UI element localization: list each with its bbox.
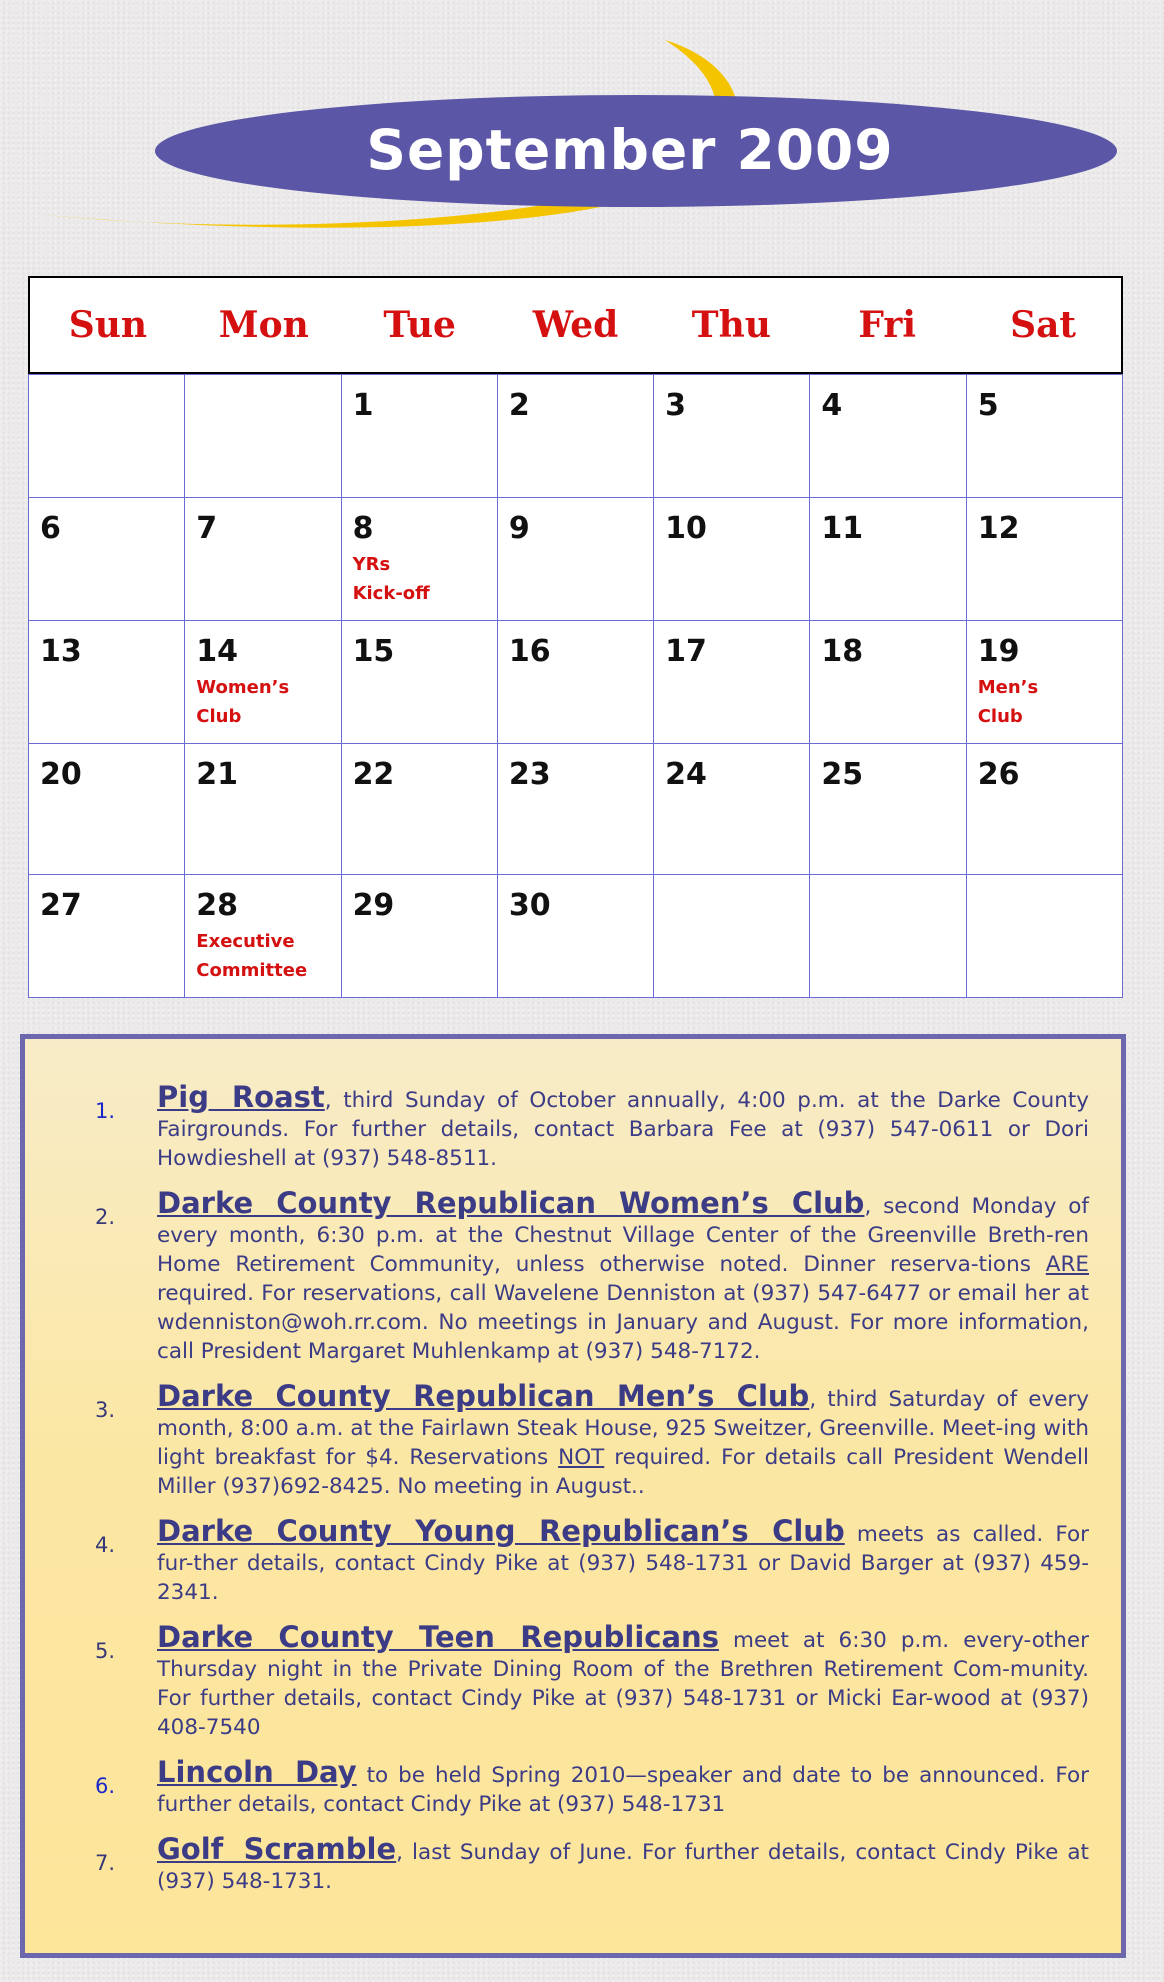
weekday-tue: Tue (383, 304, 456, 346)
day-number: 4 (821, 388, 843, 423)
day-number: 13 (40, 634, 82, 669)
day-cell (654, 875, 810, 998)
weekday-mon: Mon (218, 304, 309, 346)
day-number: 27 (40, 888, 82, 923)
event-description (157, 1620, 1089, 1742)
event-item (73, 1832, 1089, 1896)
day-number: 29 (352, 888, 395, 923)
day-cell (654, 375, 810, 498)
day-cell (810, 875, 966, 998)
day-number: 2 (508, 388, 530, 423)
weekday-sun: Sun (68, 304, 148, 346)
event-text-continued: required. For reservations, call Wavelene Denniston at (937) 547-6477 or email her at wdenniston@woh.rr.com. No meetings in January and August. For more information, call President Margaret Muhlenkamp at (937) 548-7172. (157, 1281, 1089, 1364)
day-number: 23 (508, 757, 551, 792)
day-number: 15 (352, 634, 395, 669)
weekday-thu: Thu (691, 304, 771, 346)
day-cell (185, 621, 341, 744)
day-cell (29, 875, 185, 998)
event-text: , third Saturday of every month, 8:00 a.m. at the Fairlawn Steak House, 925 Sweitzer, Greenville. Meet-ing with light breakfast for $4. Reservations (157, 1387, 1089, 1470)
day-number: 1 (352, 388, 374, 423)
day-number: 26 (977, 757, 1020, 792)
event-heading: Darke County Republican Women’s Club (157, 1186, 865, 1220)
event-description (157, 1186, 1090, 1366)
event-text: meet at 6:30 p.m. every-other Thursday night in the Private Dining Room of the Brethren Retirement Com-munity. For further details, contact Cindy Pike at (937) 548-1731 or Micki Ear-wood at (937) 408-7540 (157, 1628, 1089, 1740)
event-emphasis: NOT (558, 1445, 605, 1470)
event-text-continued: required. For details call President Wendell Miller (937)692-8425. No meeting in August.. (157, 1445, 1089, 1499)
day-number: 14 (196, 634, 239, 669)
day-cell (654, 498, 810, 621)
event-item (73, 1620, 1089, 1742)
day-event: Men’s Club (977, 677, 1039, 727)
day-number: 22 (352, 757, 395, 792)
day-cell (29, 621, 185, 744)
event-index: 4. (95, 1533, 116, 1557)
day-number: 3 (665, 388, 687, 423)
event-description (157, 1832, 1089, 1896)
event-index: 5. (95, 1639, 116, 1663)
day-number: 10 (665, 511, 707, 546)
day-cell (498, 744, 654, 875)
day-cell (342, 375, 498, 498)
events-info-box (20, 1034, 1126, 1958)
calendar (28, 276, 1123, 998)
day-number: 12 (977, 511, 1020, 546)
event-item (73, 1514, 1089, 1607)
day-cell (654, 621, 810, 744)
day-event: Executive Committee (196, 931, 308, 981)
day-cell (29, 375, 185, 498)
event-heading: Lincoln Day (157, 1755, 357, 1789)
day-cell (498, 498, 654, 621)
day-number: 6 (40, 511, 61, 546)
page-title: September 2009 (366, 118, 894, 182)
day-number: 19 (977, 634, 1020, 669)
day-number: 24 (665, 757, 707, 792)
event-text: , third Sunday of October annually, 4:00 p.m. at the Darke County Fairgrounds. For further details, contact Barbara Fee at (937) 547-0611 or Dori Howdieshell at (937) 548-8511. (157, 1088, 1089, 1171)
day-number: 7 (196, 511, 218, 546)
day-number: 16 (508, 634, 551, 669)
event-heading: Darke County Republican Men’s Club (157, 1379, 810, 1413)
day-cell (810, 621, 966, 744)
event-heading: Pig Roast (157, 1080, 325, 1114)
day-cell (498, 621, 654, 744)
events-list (73, 1080, 1090, 1912)
event-description (157, 1514, 1089, 1607)
day-cell (185, 375, 341, 498)
day-cell (342, 498, 498, 621)
day-cell (810, 744, 966, 875)
day-cell (342, 875, 498, 998)
event-emphasis: ARE (1045, 1252, 1089, 1277)
event-item (73, 1080, 1089, 1173)
weekday-sat: Sat (1010, 304, 1077, 346)
day-number: 11 (821, 511, 864, 546)
event-item (73, 1186, 1090, 1366)
day-cell (185, 744, 341, 875)
day-cell (498, 875, 654, 998)
day-number: 25 (821, 757, 864, 792)
event-description (157, 1755, 1090, 1819)
day-event: Women’s Club (196, 677, 290, 727)
event-heading: Darke County Young Republican’s Club (157, 1514, 845, 1548)
event-text: to be held Spring 2010—speaker and date to be announced. For further details, contact Cindy Pike at (937) 548-1731 (157, 1763, 1090, 1817)
day-event: YRs Kick-off (352, 554, 430, 604)
day-cell (967, 498, 1123, 621)
event-item (73, 1755, 1090, 1819)
day-cell (342, 744, 498, 875)
day-number: 18 (821, 634, 864, 669)
day-number: 8 (352, 511, 374, 546)
day-cell (498, 375, 654, 498)
event-index: 3. (95, 1398, 116, 1422)
day-number: 17 (665, 634, 707, 669)
day-number: 30 (508, 888, 551, 923)
day-cell (29, 498, 185, 621)
day-number: 20 (40, 757, 82, 792)
event-index: 7. (95, 1851, 116, 1875)
event-text: meets as called. For fur-ther details, contact Cindy Pike at (937) 548-1731 or David Barger at (937) 459-2341. (157, 1522, 1089, 1605)
event-item (73, 1379, 1089, 1501)
day-cell (810, 375, 966, 498)
day-cell (185, 875, 341, 998)
day-number: 21 (196, 757, 239, 792)
weekday-fri: Fri (858, 304, 916, 346)
calendar-header (0, 0, 1164, 260)
event-description (157, 1379, 1089, 1501)
event-index: 6. (95, 1774, 116, 1798)
day-number: 9 (508, 511, 530, 546)
weekday-wed: Wed (532, 304, 619, 346)
event-index: 2. (95, 1205, 116, 1229)
event-text: , last Sunday of June. For further details, contact Cindy Pike at (937) 548-1731. (157, 1840, 1089, 1894)
event-index: 1. (95, 1099, 116, 1123)
day-cell (967, 744, 1123, 875)
event-description (157, 1080, 1089, 1173)
day-cell (967, 621, 1123, 744)
day-grid (28, 374, 1123, 998)
weekday-header-row (28, 276, 1123, 374)
day-cell (810, 498, 966, 621)
day-number: 28 (196, 888, 239, 923)
day-cell (967, 375, 1123, 498)
event-heading: Darke County Teen Republicans (157, 1620, 719, 1654)
day-cell (342, 621, 498, 744)
day-number: 5 (977, 388, 999, 423)
day-cell (967, 875, 1123, 998)
event-text: , second Monday of every month, 6:30 p.m. at the Chestnut Village Center of the Greenville Breth-ren Home Retirement Community, unless otherwise noted. Dinner reserva-tions (157, 1194, 1090, 1277)
event-heading: Golf Scramble (157, 1832, 397, 1866)
day-cell (29, 744, 185, 875)
day-cell (654, 744, 810, 875)
day-cell (185, 498, 341, 621)
